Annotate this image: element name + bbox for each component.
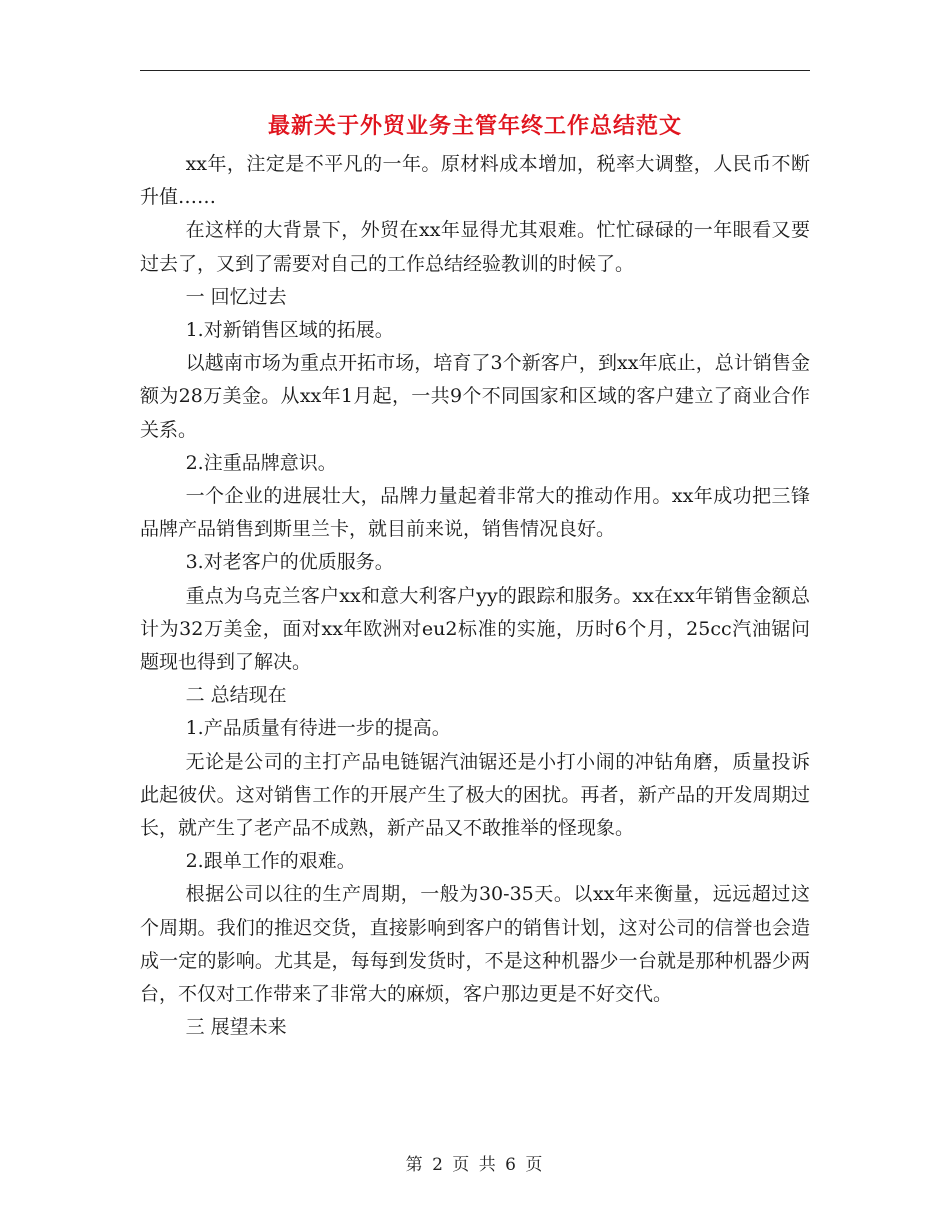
page-number: 第 2 页 共 6 页 <box>405 1155 545 1175</box>
paragraph: 重点为乌克兰客户xx和意大利客户yy的跟踪和服务。xx在xx年销售金额总计为32万美金，面对xx年欧洲对eu2标准的实施，历时6个月，25cc汽油锯问题现也得到了解决。 <box>140 584 810 674</box>
section-heading: 三 展望未来 <box>185 1016 287 1039</box>
subsection-heading: 1.产品质量有待进一步的提高。 <box>185 717 451 740</box>
document-body <box>140 148 810 1044</box>
subsection-heading: 3.对老客户的优质服务。 <box>185 551 394 574</box>
paragraph: 根据公司以往的生产周期，一般为30-35天。以xx年来衡量，远远超过这个周期。我们的推迟交货，直接影响到客户的销售计划，这对公司的信誉也会造成一定的影响。尤其是，每每到发货时，不是这种机器少一台就是那种机器少两台，不仅对工作带来了非常大的麻烦，客户那边更是不好交代。 <box>140 883 810 1006</box>
header-rule <box>140 70 810 71</box>
paragraph: 无论是公司的主打产品电链锯汽油锯还是小打小闹的冲钻角磨，质量投诉此起彼伏。这对销售工作的开展产生了极大的困扰。再者，新产品的开发周期过长，就产生了老产品不成熟，新产品又不敢推举的怪现象。 <box>140 750 810 840</box>
paragraph: 以越南市场为重点开拓市场，培育了3个新客户，到xx年底止，总计销售金额为28万美金。从xx年1月起，一共9个不同国家和区域的客户建立了商业合作关系。 <box>140 352 810 441</box>
paragraph: xx年，注定是不平凡的一年。原材料成本增加，税率大调整，人民币不断升值…… <box>140 153 810 209</box>
subsection-heading: 2.注重品牌意识。 <box>185 451 337 474</box>
section-heading: 一 回忆过去 <box>185 285 287 308</box>
paragraph: 在这样的大背景下，外贸在xx年显得尤其艰难。忙忙碌碌的一年眼看又要过去了，又到了需要对自己的工作总结经验教训的时候了。 <box>140 219 810 275</box>
subsection-heading: 2.跟单工作的艰难。 <box>185 850 356 873</box>
document-title: 最新关于外贸业务主管年终工作总结范文 <box>267 113 682 139</box>
paragraph: 一个企业的进展壮大，品牌力量起着非常大的推动作用。xx年成功把三锋品牌产品销售到斯里兰卡，就目前来说，销售情况良好。 <box>140 485 810 541</box>
subsection-heading: 1.对新销售区域的拓展。 <box>185 319 394 342</box>
section-heading: 二 总结现在 <box>185 684 287 707</box>
